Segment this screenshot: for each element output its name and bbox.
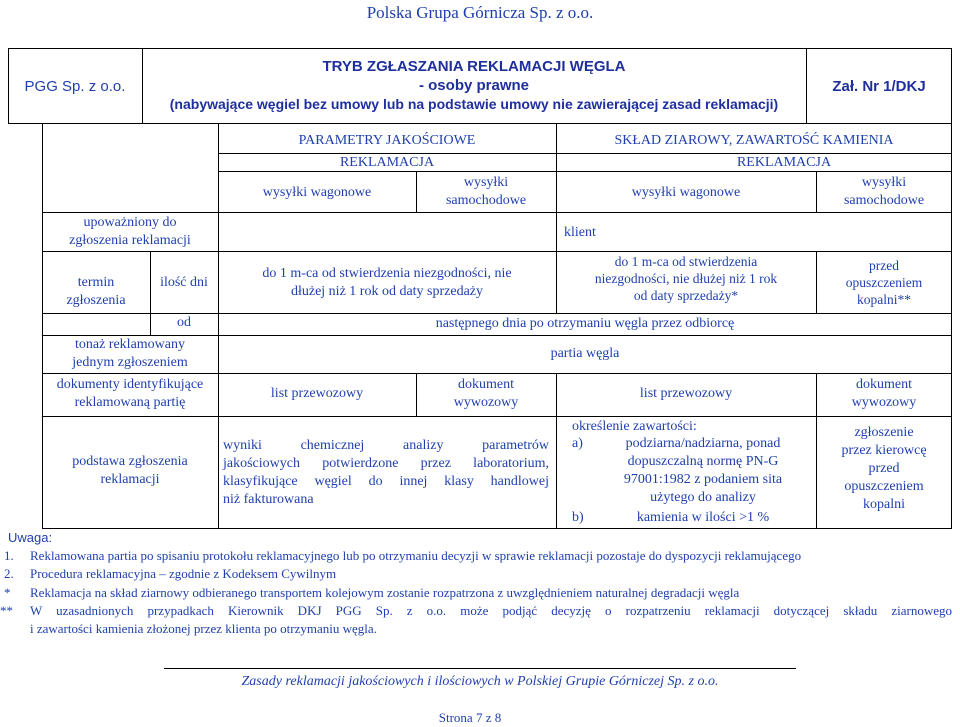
note-double-star-marker: ** — [0, 603, 13, 618]
note-double-star-text-2: i zawartości kamienia złożonej przez klienta po otrzymaniu węgla. — [30, 621, 377, 636]
parametry-dokument-wywozowy: dokument wywozowy — [453, 377, 519, 410]
header-title: TRYB ZGŁASZANIA REKLAMACJI WĘGLA — [322, 58, 626, 75]
note-2-text: Procedura reklamacyjna – zgodnie z Kodeksem Cywilnym — [30, 566, 337, 581]
company-name: Polska Grupa Górnicza Sp. z o.o. — [366, 3, 594, 22]
header-description: (nabywające węgiel bez umowy lub na podstawie umowy nie zawierającej zasad reklamacji) — [169, 96, 779, 112]
header-left: PGG Sp. z o.o. — [24, 78, 126, 95]
note-1-text: Reklamowana partia po spisaniu protokołu reklamacyjnego lub po otrzymaniu decyzji w sprawie reklamacji pozostaje do dyspozycji reklamującego — [30, 548, 802, 563]
note-star-text: Reklamacja na skład ziarnowy odbieranego transportem kolejowym zostanie rozpatrzona z uwzględnieniem naturalnej degradacji węgla — [30, 585, 740, 600]
parametry-title: PARAMETRY JAKOŚCIOWE — [298, 133, 476, 148]
parametry-samochodowe: wysyłki samochodowe — [445, 175, 527, 208]
sklad-termin: do 1 m-ca od stwierdzenia niezgodności, nie dłużej niż 1 rok od daty sprzedaży* — [594, 254, 778, 303]
label-ilosc-dni: ilość dni — [160, 275, 208, 290]
sklad-title: SKŁAD ZIAROWY, ZAWARTOŚĆ KAMIENIA — [614, 133, 894, 148]
footer-title: Zasady reklamacji jakościowych i ilościowych w Polskiej Grupie Górniczej Sp. z o.o. — [241, 674, 719, 689]
label-podstawa: podstawa zgłoszenia reklamacji — [72, 454, 188, 487]
parametry-list-przewozowy: list przewozowy — [270, 386, 364, 401]
od-value: następnego dnia po otrzymaniu węgla przez odbiorcę — [435, 316, 735, 331]
header-right: Zał. Nr 1/DKJ — [832, 78, 926, 95]
sklad-item-b: kamienia w ilości >1 % — [636, 510, 770, 525]
label-tonaz: tonaż reklamowany jednym zgłoszeniem — [72, 337, 188, 370]
label-od: od — [177, 315, 191, 330]
header-subtitle: - osoby prawne — [418, 77, 530, 94]
sklad-samochodowe: wysyłki samochodowe — [843, 175, 925, 208]
sklad-przed: przed opuszczeniem kopalni** — [845, 258, 923, 307]
sklad-dokument-wywozowy: dokument wywozowy — [851, 377, 917, 410]
sklad-klient: klient — [564, 225, 596, 240]
sklad-okreslenie: określenie zawartości: — [572, 419, 697, 434]
label-upowazniony: upoważniony do zgłoszenia reklamacji — [69, 215, 191, 248]
parametry-wagonowe: wysyłki wagonowe — [262, 185, 372, 200]
note-double-star-text: W uzasadnionych przypadkach Kierownik DKJ PGG Sp. z o.o. może podjąć decyzję o rozpatrzeniu reklamacji dotyczącej składu ziarnowego — [30, 603, 952, 618]
sklad-wagonowe: wysyłki wagonowe — [631, 185, 741, 200]
sklad-list-przewozowy: list przewozowy — [639, 386, 733, 401]
note-1-marker: 1. — [4, 548, 14, 563]
partia-wegla: partia węgla — [550, 346, 620, 361]
note-2-marker: 2. — [4, 566, 14, 581]
sklad-item-a: podziarna/nadziarna, ponad dopuszczalną normę PN-G 97001:1982 z podaniem sita użytego do analizy — [623, 436, 783, 505]
sklad-zgloszenie: zgłoszenie przez kierowcę przed opuszczeniem kopalni — [841, 425, 927, 512]
sklad-reklamacja: REKLAMACJA — [736, 155, 832, 170]
sklad-item-b-marker: b) — [572, 510, 584, 525]
notes-label: Uwaga: — [8, 530, 53, 545]
parametry-podstawa: wyniki chemicznej analizy parametrów jakościowych potwierdzone przez laboratorium, klasyfikujące węgiel do innej klasy handlowej niż fakturowana — [223, 438, 549, 507]
page-number: Strona 7 z 8 — [438, 710, 502, 725]
sklad-item-a-marker: a) — [572, 436, 583, 451]
note-star-marker: * — [4, 585, 11, 600]
parametry-reklamacja: REKLAMACJA — [339, 155, 435, 170]
label-termin: termin zgłoszenia — [66, 275, 126, 308]
parametry-termin: do 1 m-ca od stwierdzenia niezgodności, nie dłużej niż 1 rok od daty sprzedaży — [262, 266, 512, 299]
label-dokumenty: dokumenty identyfikujące reklamowaną partię — [56, 377, 204, 410]
